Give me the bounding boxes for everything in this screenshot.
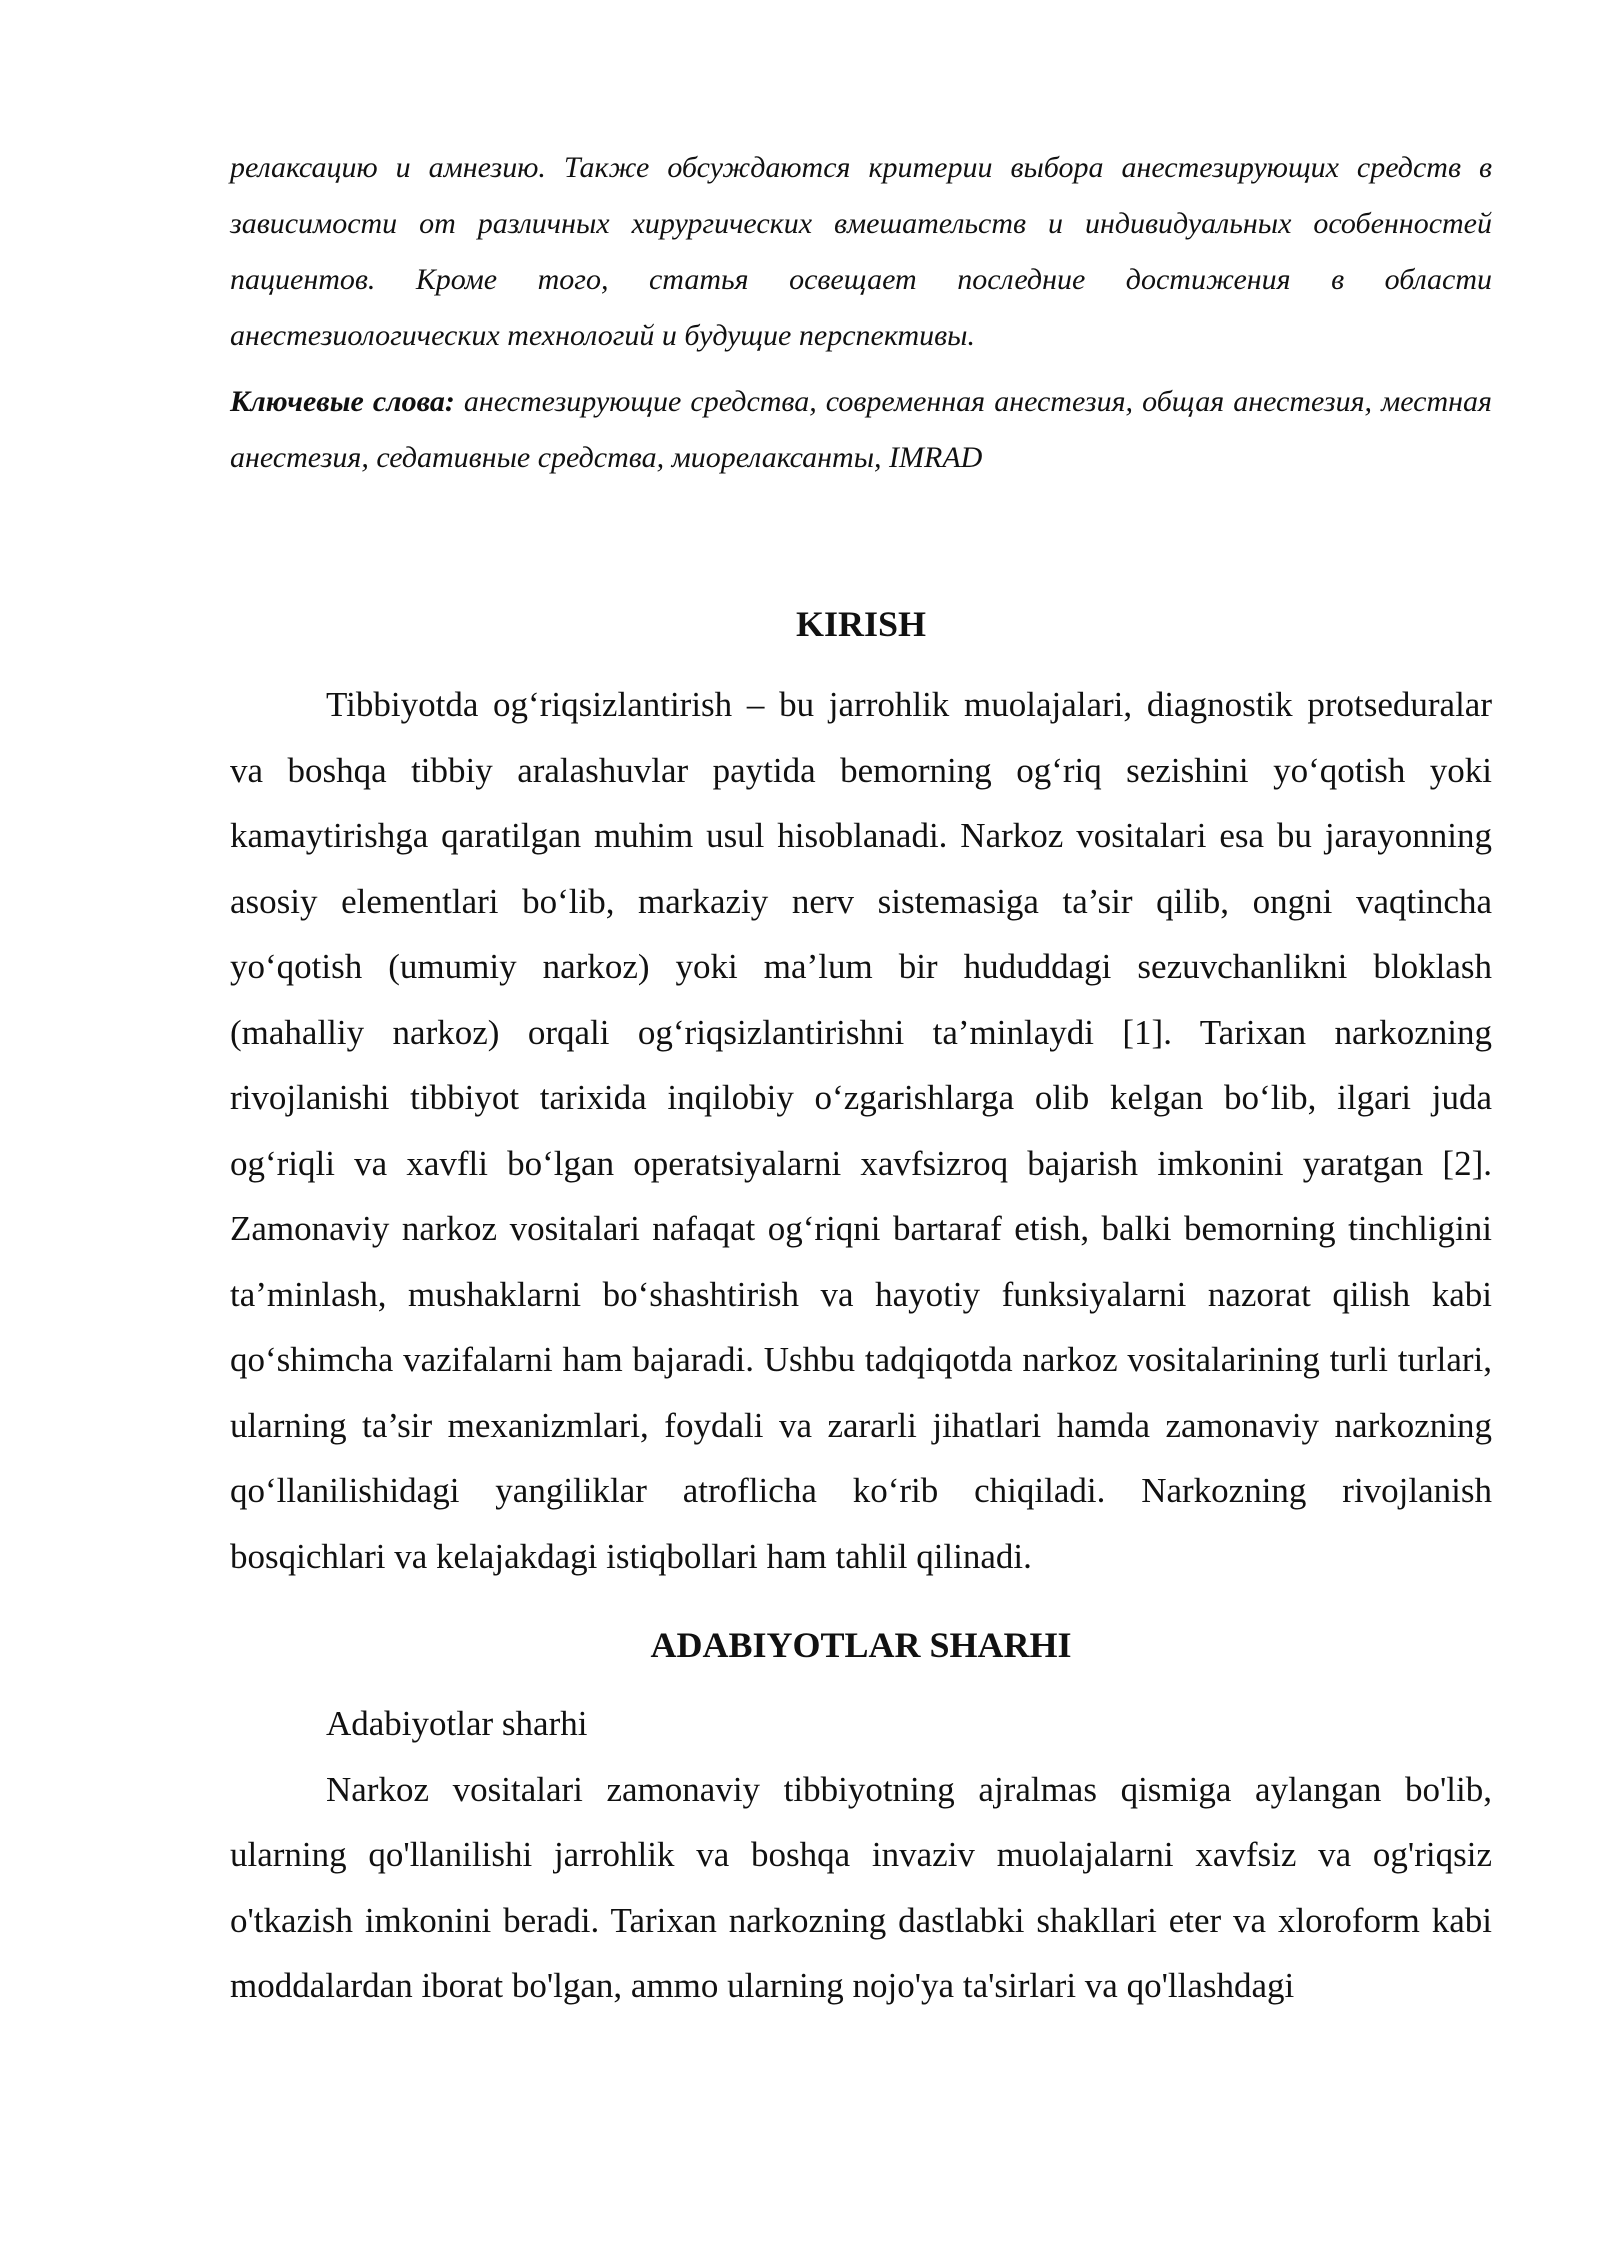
keywords-list: анестезирующие средства, современная анестезия, общая анестезия, местная анестезия, седативные средства, миорелаксанты, IMRAD	[230, 385, 1492, 474]
literature-paragraph: Narkoz vositalari zamonaviy tibbiyotning ajralmas qismiga aylangan bo'lib, ularning qo'llanilishi jarrohlik va boshqa invaziv muolajalarni xavfsiz va og'riqsiz o'tkazish imkonini beradi. Tarixan narkozning dastlabki shakllari eter va xloroform kabi moddalardan iborat bo'lgan, ammo ularning nojo'ya ta'sirlari va qo'llashdagi	[230, 1769, 1492, 2005]
intro-paragraph: Tibbiyotda og‘riqsizlantirish – bu jarrohlik muolajalari, diagnostik protseduralar va boshqa tibbiy aralashuvlar paytida bemorning og‘riq sezishini yo‘qotish yoki kamaytirishga qaratilgan muhim usul hisoblanadi. Narkoz vositalari esa bu jarayonning asosiy elementlari bo‘lib, markaziy nerv sistemasiga ta’sir qilib, ongni vaqtincha yo‘qotish (umumiy narkoz) yoki ma’lum bir hududdagi sezuvchanlikni bloklash (mahalliy narkoz) orqali og‘riqsizlantirishni ta’minlaydi [1]. Tarixan narkozning rivojlanishi tibbiyot tarixida inqilobiy o‘zgarishlarga olib kelgan bo‘lib, ilgari juda og‘riqli va xavfli bo‘lgan operatsiyalarni xavfsizroq bajarish imkonini yaratgan [2]. Zamonaviy narkoz vositalari nafaqat og‘riqni bartaraf etish, balki bemorning tinchligini ta’minlash, mushaklarni bo‘shashtirish va hayotiy funksiyalarni nazorat qilish kabi qo‘shimcha vazifalarni ham bajaradi. Ushbu tadqiqotda narkoz vositalarining turli turlari, ularning ta’sir mexanizmlari, foydali va zararli jihatlari hamda zamonaviy narkozning qo‘llanilishidagi yangiliklar atroflicha ko‘rib chiqiladi. Narkozning rivojlanish bosqichlari va kelajakdagi istiqbollari ham tahlil qilinadi.	[230, 685, 1492, 1576]
section-heading-intro: KIRISH	[795, 604, 927, 644]
abstract-paragraph: релаксацию и амнезию. Также обсуждаются критерии выбора анестезирующих средств в зависимости от различных хирургических вмешательств и индивидуальных особенностей пациентов. Кроме того, статья освещает последние достижения в области анестезиологических технологий и будущие перспективы.	[230, 151, 1492, 352]
section-heading-literature: ADABIYOTLAR SHARHI	[650, 1625, 1072, 1665]
literature-subheading: Adabiyotlar sharhi	[326, 1704, 588, 1743]
keywords-label: Ключевые слова:	[230, 385, 455, 418]
document-page	[230, 140, 1492, 2019]
keywords-paragraph	[230, 374, 1492, 486]
